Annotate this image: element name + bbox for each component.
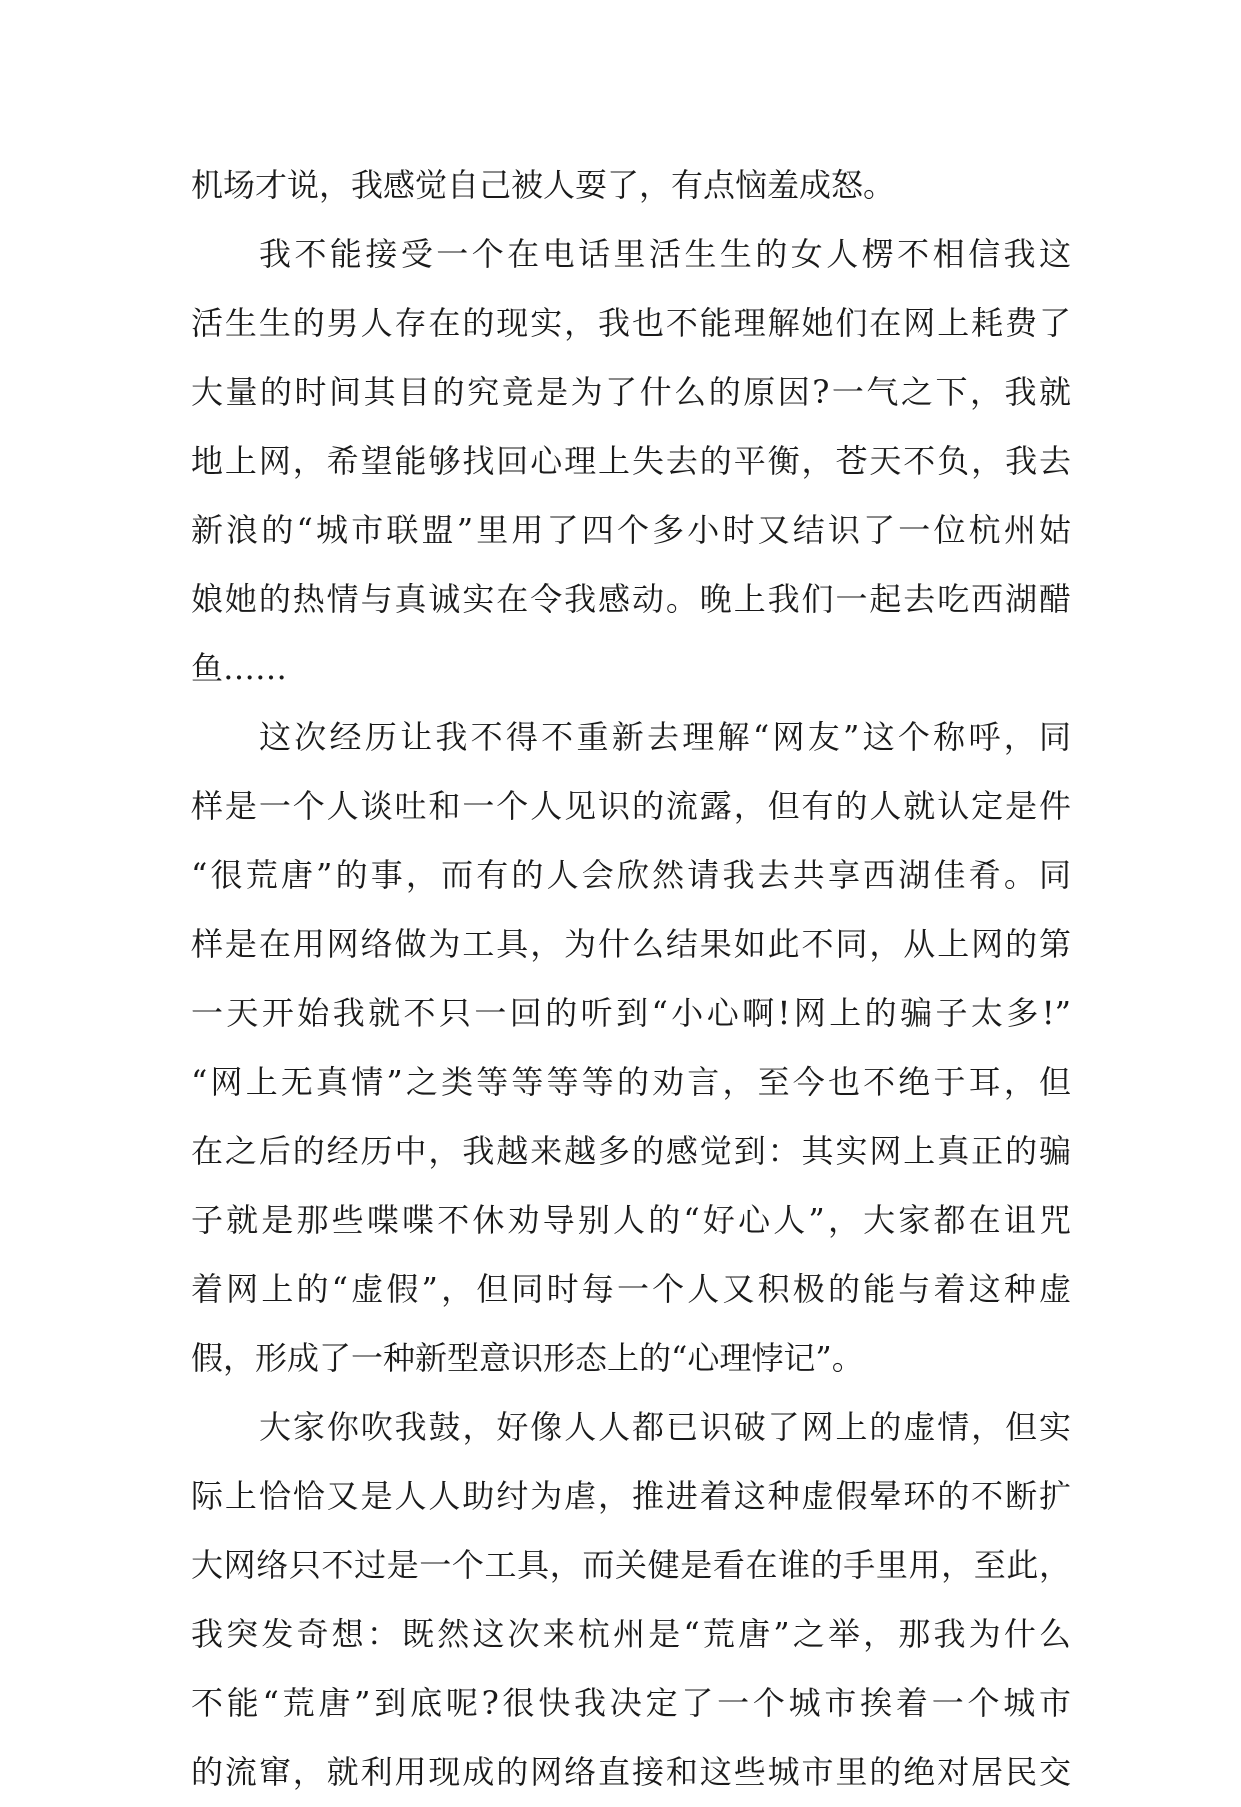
- text-line: 娘她的热情与真诚实在令我感动。晚上我们一起去吃西湖醋: [191, 580, 1071, 618]
- text-line: 机场才说，我感觉自己被人耍了，有点恼羞成怒。: [191, 166, 896, 204]
- text-line: 我突发奇想：既然这次来杭州是“荒唐”之举，那我为什么: [191, 1615, 1071, 1653]
- text-line: “很荒唐”的事，而有的人会欣然请我去共享西湖佳肴。同: [191, 856, 1071, 894]
- text-line: 鱼……: [191, 649, 288, 687]
- text-line: 着网上的“虚假”，但同时每一个人又积极的能与着这种虚: [191, 1270, 1071, 1308]
- text-line: 在之后的经历中，我越来越多的感觉到：其实网上真正的骗: [191, 1132, 1071, 1170]
- text-line: 子就是那些喋喋不休劝导别人的“好心人”，大家都在诅咒: [191, 1201, 1071, 1239]
- text-line: 际上恰恰又是人人助纣为虐，推进着这种虚假晕环的不断扩: [191, 1477, 1071, 1515]
- text-line: “网上无真情”之类等等等等的劝言，至今也不绝于耳，但: [191, 1063, 1071, 1101]
- text-line: 样是在用网络做为工具，为什么结果如此不同，从上网的第: [191, 925, 1071, 963]
- text-line: 新浪的“城市联盟”里用了四个多小时又结识了一位杭州姑: [191, 511, 1071, 549]
- text-line: 样是一个人谈吐和一个人见识的流露，但有的人就认定是件: [191, 787, 1071, 825]
- text-line: 地上网，希望能够找回心理上失去的平衡，苍天不负，我去: [191, 442, 1071, 480]
- text-line: 的流窜，就利用现成的网络直接和这些城市里的绝对居民交: [191, 1753, 1071, 1791]
- text-line: 我不能接受一个在电话里活生生的女人楞不相信我这: [259, 235, 1071, 273]
- text-line: 假，形成了一种新型意识形态上的“心理悖记”。: [191, 1339, 864, 1377]
- body-text: [191, 151, 1071, 1807]
- text-line: 一天开始我就不只一回的听到“小心啊!网上的骗子太多!”: [191, 994, 1071, 1032]
- text-line: 不能“荒唐”到底呢?很快我决定了一个城市挨着一个城市: [191, 1684, 1071, 1722]
- text-line: 这次经历让我不得不重新去理解“网友”这个称呼，同: [259, 718, 1071, 756]
- text-line: 活生生的男人存在的现实，我也不能理解她们在网上耗费了: [191, 304, 1071, 342]
- text-line: 大网络只不过是一个工具，而关健是看在谁的手里用，至此，: [191, 1546, 1071, 1584]
- text-line: 大量的时间其目的究竟是为了什么的原因?一气之下，我就: [191, 373, 1071, 411]
- text-line: 大家你吹我鼓，好像人人都已识破了网上的虚情，但实: [259, 1408, 1071, 1446]
